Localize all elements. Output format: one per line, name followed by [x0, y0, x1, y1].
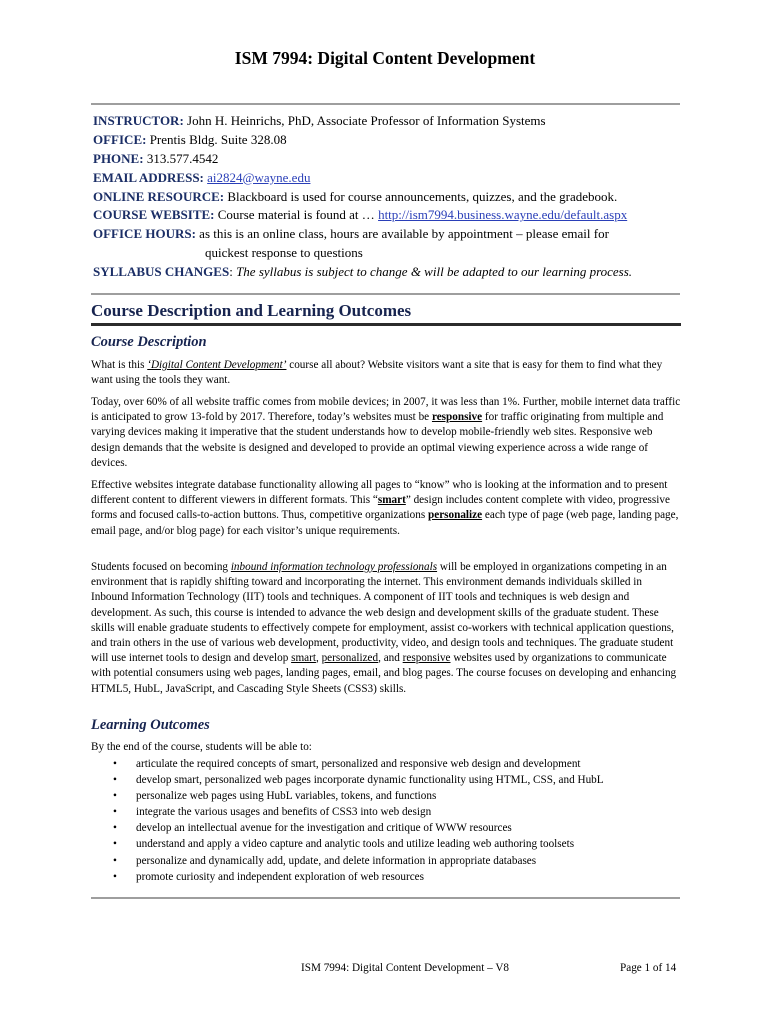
phone-label: PHONE:: [93, 150, 144, 166]
outcome-text: develop smart, personalized web pages incorporate dynamic functionality using HTML, CSS, and HubL: [136, 774, 604, 787]
description-paragraph-1: [91, 358, 681, 388]
outcome-text: integrate the various usages and benefits of CSS3 into web design: [136, 806, 432, 819]
p4-text-c: ,: [315, 652, 322, 665]
outcome-text: personalize and dynamically add, update, and delete information in appropriate databases: [136, 854, 537, 867]
document-title: ISM 7994: Digital Content Development: [234, 48, 536, 68]
outcome-text: develop an intellectual avenue for the investigation and critique of WWW resources: [136, 822, 512, 835]
p4-text-e: websites used by organizations to communicate with potential consumers using web pages, landing pages, email, and blog pages. The course focuses on developing and enhancing HTML5, HubL, JavaScript, and Cascading Style Sheets (CSS3) skills.: [91, 652, 677, 695]
office-value: Prentis Bldg. Suite 328.08: [146, 131, 287, 147]
instructor-info-block: [93, 112, 693, 282]
email-link[interactable]: ai2824@wayne.edu: [207, 169, 311, 185]
course-website-label: COURSE WEBSITE:: [93, 207, 215, 223]
instructor-label: INSTRUCTOR:: [93, 113, 184, 128]
p4-text-a: Students focused on becoming: [91, 561, 231, 573]
office-hours-label: OFFICE HOURS:: [93, 226, 196, 242]
p4-text-d: , and: [378, 652, 403, 665]
section-title: Course Description and Learning Outcomes: [91, 300, 681, 326]
description-paragraph-4: [91, 560, 681, 697]
p1-course-name: ‘Digital Content Development’: [147, 359, 287, 371]
p3-text-b: ” design includes content complete with video, progressive forms and focused calls-to-action buttons. Thus, competitive organizations: [91, 494, 670, 522]
outcome-text: articulate the required concepts of smart, personalized and responsive web design and development: [136, 758, 581, 770]
list-item: [91, 756, 691, 772]
footer-course-title: ISM 7994: Digital Content Development – V8: [301, 962, 509, 974]
list-item: [91, 788, 691, 804]
p1-text-a: What is this: [91, 359, 148, 371]
office-hours-value: as this is an online class, hours are available by appointment – please email for: [195, 226, 609, 242]
footer-page-number: Page 1 of 14: [620, 962, 677, 974]
list-item: [91, 772, 691, 788]
office-line: [93, 131, 693, 150]
p3-text-c: each type of page (web page, landing page, email page, and/or blog page) for each visitor’s unique requirements.: [91, 509, 679, 537]
list-item: [91, 836, 691, 852]
p4-iit-professionals: inbound information technology professionals: [230, 561, 438, 573]
top-divider: [91, 103, 680, 105]
p3-text-a: Effective websites integrate database functionality allowing all pages to “know” who is looking at the information and to present different content to different viewers in different formats. This “: [91, 479, 668, 507]
p4-smart: smart: [291, 652, 316, 665]
outcome-text: personalize web pages using HubL variables, tokens, and functions: [136, 790, 437, 803]
online-resource-label: ONLINE RESOURCE:: [93, 188, 225, 204]
list-item: [91, 804, 691, 820]
p2-text-a: Today, over 60% of all website traffic comes from mobile devices; in 2007, it was less than 1%. Further, mobile internet data traffic is anticipated to grow 13-fold by 2017. Therefore, today’s websites must be: [91, 396, 681, 424]
description-paragraph-2: [91, 395, 681, 471]
list-item: [91, 820, 691, 836]
p3-personalize: personalize: [428, 509, 483, 522]
syllabus-changes-line: [93, 263, 693, 282]
course-website-value: Course material is found at …: [214, 207, 379, 223]
syllabus-changes-value: The syllabus is subject to change & will be adapted to our learning process.: [236, 264, 633, 280]
outcome-text: understand and apply a video capture and analytic tools and utilize leading web authoring toolsets: [136, 838, 575, 851]
email-line: [93, 169, 693, 188]
outcome-text: promote curiosity and independent exploration of web resources: [136, 870, 424, 883]
p4-personalized: personalized: [321, 652, 379, 665]
phone-line: [93, 150, 693, 169]
email-label: EMAIL ADDRESS:: [93, 169, 204, 185]
bullet-icon: •: [113, 806, 117, 819]
bullet-icon: •: [113, 774, 117, 787]
course-website-line: [93, 206, 693, 225]
office-hours-line: [93, 225, 693, 244]
learning-outcomes-list: [91, 756, 691, 885]
bullet-icon: •: [113, 758, 117, 770]
phone-value: 313.577.4542: [143, 150, 219, 166]
syllabus-changes-label: SYLLABUS CHANGES: [93, 264, 230, 280]
p4-text-b: will be employed in organizations competing in an environment that is rapidly shifting toward and incorporating the internet. This environment demands individuals skilled in Inbound Information Technology (IIT) tools and techniques. A component of IIT tools and techniques is web design and development. As such, this course is intended to advance the web design and development skills of the graduate student. These skills will enable graduate students to effectively compete for employment, assist co-workers with technical application questions, and train others in the use of various web development, productivity, video, and design tools and techniques. The graduate student will use internet tools to design and develop: [91, 561, 674, 665]
learning-outcomes-intro: By the end of the course, students will be able to:: [91, 741, 312, 753]
office-hours-value-2: quickest response to questions: [205, 245, 363, 261]
office-hours-line-2: [93, 244, 693, 263]
course-description-heading: Course Description: [91, 334, 207, 350]
description-paragraph-3: [91, 478, 681, 539]
bottom-divider: [91, 897, 680, 899]
course-website-link[interactable]: http://ism7994.business.wayne.edu/default.aspx: [378, 207, 628, 223]
learning-outcomes-heading: Learning Outcomes: [91, 717, 210, 733]
p4-responsive: responsive: [402, 652, 451, 665]
p3-smart: smart: [377, 494, 406, 507]
online-resource-value: Blackboard is used for course announcements, quizzes, and the gradebook.: [224, 188, 618, 204]
instructor-line: [93, 112, 693, 131]
list-item: [91, 853, 691, 869]
bullet-icon: •: [113, 854, 117, 867]
online-resource-line: [93, 188, 693, 207]
syllabus-changes-colon: :: [229, 264, 237, 280]
section-top-divider: [91, 293, 680, 295]
p2-responsive: responsive: [431, 411, 483, 424]
bullet-icon: •: [113, 790, 117, 803]
p2-text-b: for traffic originating from multiple and varying devices making it imperative that the student understands how to develop mobile-friendly web sites. Responsive web design demands that the website is designed and developed to provide an optimal viewing experience across a wide range of devices.: [91, 411, 664, 469]
bullet-icon: •: [113, 870, 117, 883]
bullet-icon: •: [113, 838, 117, 851]
list-item: [91, 869, 691, 885]
instructor-value: John H. Heinrichs, PhD, Associate Professor of Information Systems: [183, 113, 546, 128]
p1-text-b: course all about? Website visitors want a site that is easy for them to find what they want using the tools they want.: [91, 359, 663, 387]
office-label: OFFICE:: [93, 131, 147, 147]
bullet-icon: •: [113, 822, 117, 835]
